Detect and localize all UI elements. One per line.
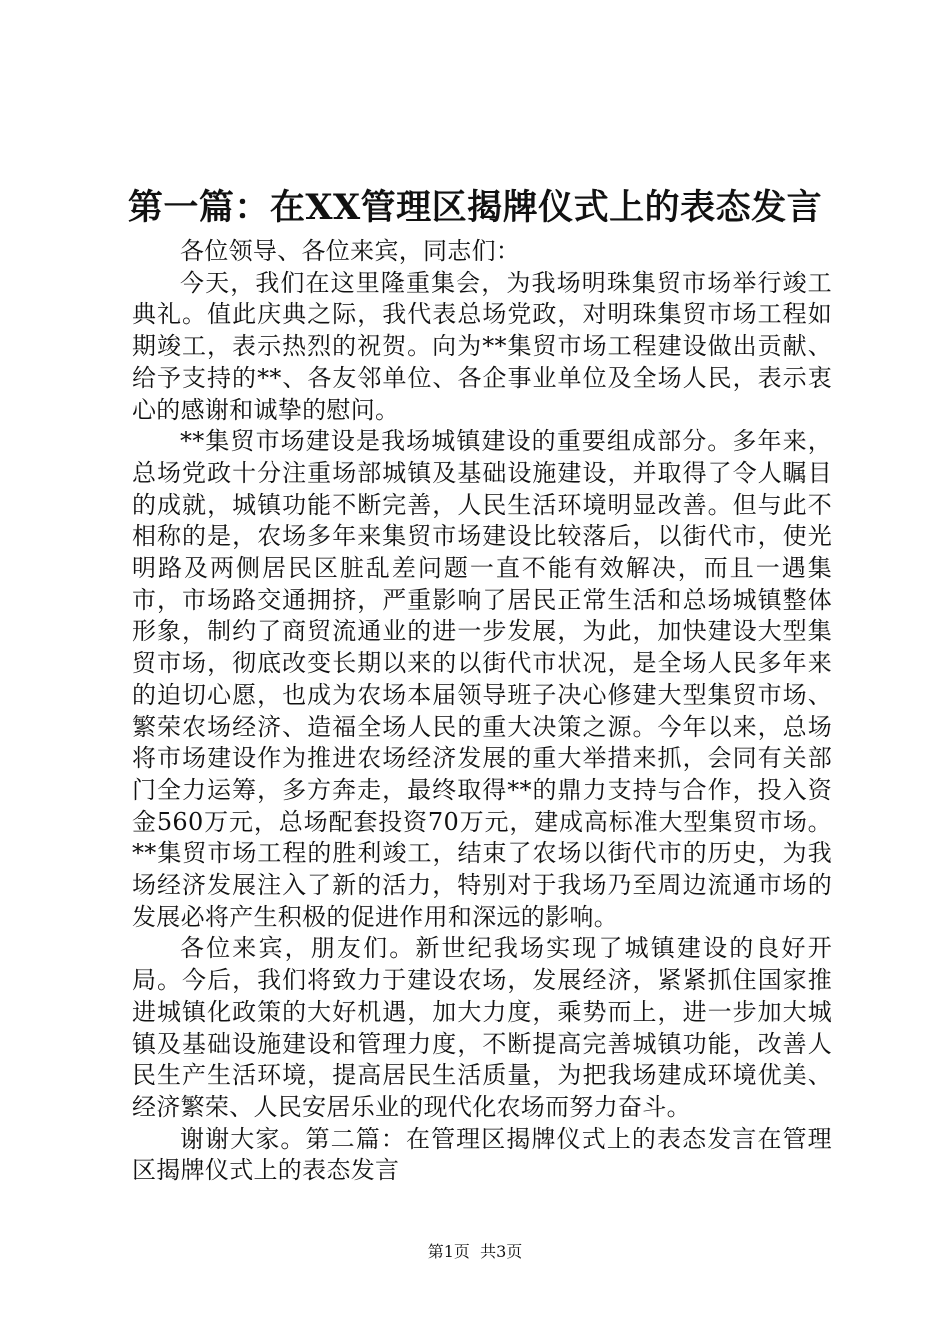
document-title: 第一篇：在XX管理区揭牌仪式上的表态发言 [127, 187, 823, 228]
paragraph-market-construction: **集贸市场建设是我场城镇建设的重要组成部分。多年来，总场党政十分注重场部城镇及基础设施建设，并取得了令人瞩目的成就，城镇功能不断完善，人民生活环境明显改善。但与此不相称的是，农场多年来集贸市场建设比较落后，以街代市，使光明路及两侧居民区脏乱差问题一直不能有效解决，而且一遇集市，市场路交通拥挤，严重影响了居民正常生活和总场城镇整体形象，制约了商贸流通业的进一步发展，为此，加快建设大型集贸市场，彻底改变长期以来的以街代市状况，是全场人民多年来的迫切心愿，也成为农场本届领导班子决心修建大型集贸市场、繁荣农场经济、造福全场人民的重大决策之源。今年以来，总场将市场建设作为推进农场经济发展的重大举措来抓，会同有关部门全力运筹，多方奔走，最终取得**的鼎力支持与合作，投入资金560万元，总场配套投资70万元，建成高标准大型集贸市场。**集贸市场工程的胜利竣工，结束了农场以街代市的历史，为我场经济发展注入了新的活力，特别对于我场乃至周边流通市场的发展必将产生积极的促进作用和深远的影响。 [132, 427, 832, 931]
paragraph-closing: 谢谢大家。第二篇：在管理区揭牌仪式上的表态发言在管理区揭牌仪式上的表态发言 [132, 1124, 832, 1185]
salutation: 各位领导、各位来宾，同志们： [180, 237, 521, 265]
paragraph-opening: 今天，我们在这里隆重集会，为我场明珠集贸市场举行竣工典礼。值此庆典之际，我代表总场党政，对明珠集贸市场工程如期竣工，表示热烈的祝贺。向为**集贸市场工程建设做出贡献、给予支持的**、各友邻单位、各企事业单位及全场人民，表示衷心的感谢和诚挚的慰问。 [132, 268, 832, 424]
paragraph-future: 各位来宾，朋友们。新世纪我场实现了城镇建设的良好开局。今后，我们将致力于建设农场，发展经济，紧紧抓住国家推进城镇化政策的大好机遇，加大力度，乘势而上，进一步加大城镇及基础设施建设和管理力度，不断提高完善城镇功能，改善人民生产生活环境，提高居民生活质量，为把我场建成环境优美、经济繁荣、人民安居乐业的现代化农场而努力奋斗。 [132, 934, 832, 1121]
page-number-footer: 第1页 共3页 [427, 1242, 523, 1261]
document-body [132, 236, 832, 1187]
